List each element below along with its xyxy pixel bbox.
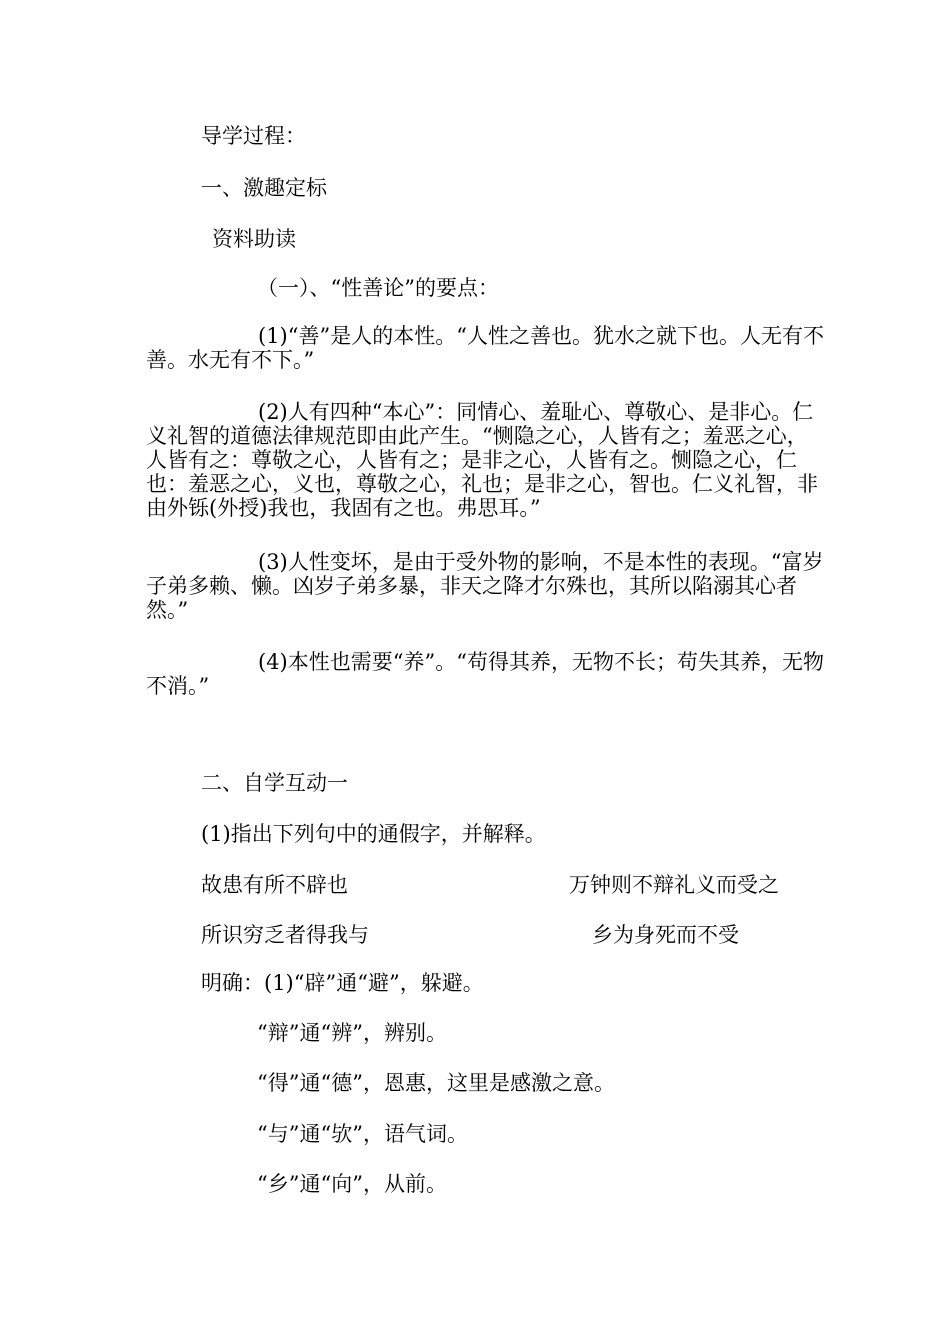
answer-line: 明确：(1)“辟”通“避”，躲避。: [201, 971, 484, 995]
answer-line: “与”通“欤”，语气词。: [257, 1122, 468, 1146]
sentence-item: 故患有所不辟也: [201, 873, 348, 897]
point-paragraph: (3)人性变坏，是由于受外物的影响，不是本性的表现。“富岁子弟多赖、懒。凶岁子弟多暴，非天之降才尔殊也，其所以陷溺其心者然。”: [146, 550, 824, 622]
section-title: 二、自学互动一: [201, 771, 348, 795]
point-paragraph: (1)“善”是人的本性。“人性之善也。犹水之就下也。人无有不善。水无有不下。”: [146, 324, 824, 372]
sentence-item: 乡为身死而不受: [592, 923, 739, 947]
heading: 导学过程：: [201, 124, 306, 148]
section-title: 一、激趣定标: [201, 176, 327, 200]
answer-line: “得”通“德”，恩惠，这里是感激之意。: [257, 1071, 615, 1095]
answer-line: “乡”通“向”，从前。: [257, 1172, 447, 1196]
section-subtitle: 资料助读: [212, 227, 296, 251]
answer-line: “辩”通“辨”，辨别。: [257, 1021, 447, 1045]
sentence-item: 所识穷乏者得我与: [201, 923, 369, 947]
topic-heading: （一）、“性善论”的要点：: [257, 276, 499, 300]
point-paragraph: (4)本性也需要“养”。“苟得其养，无物不长；苟失其养，无物不消。”: [146, 650, 824, 698]
sentence-item: 万钟则不辩礼义而受之: [569, 873, 779, 897]
question: (1)指出下列句中的通假字，并解释。: [201, 822, 546, 846]
point-paragraph: (2)人有四种“本心”：同情心、羞耻心、尊敬心、是非心。仁义礼智的道德法律规范即由此产生。“恻隐之心，人皆有之；羞恶之心，人皆有之：尊敬之心，人皆有之；是非之心，人皆有之。恻隐之心，仁也：羞恶之心，义也，尊敬之心，礼也；是非之心，智也。仁义礼智，非由外铄(外授)我也，我固有之也。弗思耳。”: [146, 400, 818, 520]
